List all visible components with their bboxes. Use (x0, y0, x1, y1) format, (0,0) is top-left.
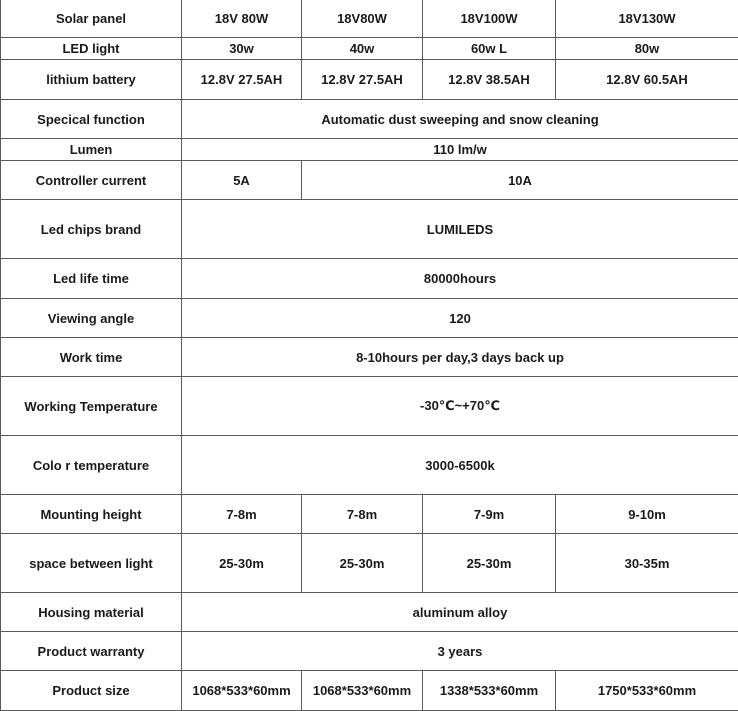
table-cell: 1338*533*60mm (423, 671, 556, 711)
row-label: Colo r temperature (1, 436, 182, 495)
table-cell: 25-30m (182, 534, 302, 593)
table-row-space-between-light (1, 534, 738, 593)
table-cell: 30-35m (556, 534, 738, 593)
table-cell-merged: aluminum alloy (182, 593, 738, 632)
table-row-led-light (1, 38, 738, 60)
row-label: Solar panel (1, 0, 182, 38)
row-label: Housing material (1, 593, 182, 632)
table-cell: 1068*533*60mm (182, 671, 302, 711)
table-row-led-chips-brand (1, 200, 738, 259)
table-cell-merged: 80000hours (182, 259, 738, 299)
table-cell-merged: 120 (182, 299, 738, 338)
row-label: Viewing angle (1, 299, 182, 338)
table-cell-merged: 10A (302, 161, 738, 200)
table-cell-merged: Automatic dust sweeping and snow cleaning (182, 100, 738, 139)
row-label: Led life time (1, 259, 182, 299)
table-cell: 60w L (423, 38, 556, 60)
table-row-viewing-angle (1, 299, 738, 338)
table-row-work-time (1, 338, 738, 377)
table-row-housing-material (1, 593, 738, 632)
table-row-led-life-time (1, 259, 738, 299)
table-cell: 9-10m (556, 495, 738, 534)
table-cell: 18V130W (556, 0, 738, 38)
table-cell: 12.8V 60.5AH (556, 60, 738, 100)
row-label: Lumen (1, 139, 182, 161)
table-cell-merged: 8-10hours per day,3 days back up (182, 338, 738, 377)
table-cell: 25-30m (423, 534, 556, 593)
table-cell: 18V80W (302, 0, 423, 38)
table-cell: 7-8m (182, 495, 302, 534)
table-row-solar-panel (1, 0, 738, 38)
table-cell: 12.8V 27.5AH (182, 60, 302, 100)
table-row-lumen (1, 139, 738, 161)
table-row-color-temperature (1, 436, 738, 495)
table-cell-merged: 3 years (182, 632, 738, 671)
table-cell: 30w (182, 38, 302, 60)
row-label: lithium battery (1, 60, 182, 100)
row-label: Mounting height (1, 495, 182, 534)
table-row-mounting-height (1, 495, 738, 534)
row-label: LED light (1, 38, 182, 60)
table-cell-merged: LUMILEDS (182, 200, 738, 259)
row-label: Led chips brand (1, 200, 182, 259)
table-cell: 40w (302, 38, 423, 60)
table-row-lithium-battery (1, 60, 738, 100)
table-cell: 7-8m (302, 495, 423, 534)
table-cell: 5A (182, 161, 302, 200)
table-row-product-size (1, 671, 738, 711)
row-label: Controller current (1, 161, 182, 200)
table-cell: 12.8V 27.5AH (302, 60, 423, 100)
table-cell-merged: 110 lm/w (182, 139, 738, 161)
table-cell: 18V100W (423, 0, 556, 38)
table-cell: 12.8V 38.5AH (423, 60, 556, 100)
row-label: Working Temperature (1, 377, 182, 436)
row-label: space between light (1, 534, 182, 593)
table-row-product-warranty (1, 632, 738, 671)
table-cell: 1750*533*60mm (556, 671, 738, 711)
table-cell: 80w (556, 38, 738, 60)
table-row-controller-current (1, 161, 738, 200)
table-cell: 25-30m (302, 534, 423, 593)
table-row-working-temperature (1, 377, 738, 436)
row-label: Product warranty (1, 632, 182, 671)
row-label: Work time (1, 338, 182, 377)
table-cell: 1068*533*60mm (302, 671, 423, 711)
table-cell: 7-9m (423, 495, 556, 534)
row-label: Product size (1, 671, 182, 711)
table-cell: 18V 80W (182, 0, 302, 38)
table-row-special-function (1, 100, 738, 139)
row-label: Specical function (1, 100, 182, 139)
table-cell-merged: -30℃~+70℃ (182, 377, 738, 436)
table-cell-merged: 3000-6500k (182, 436, 738, 495)
